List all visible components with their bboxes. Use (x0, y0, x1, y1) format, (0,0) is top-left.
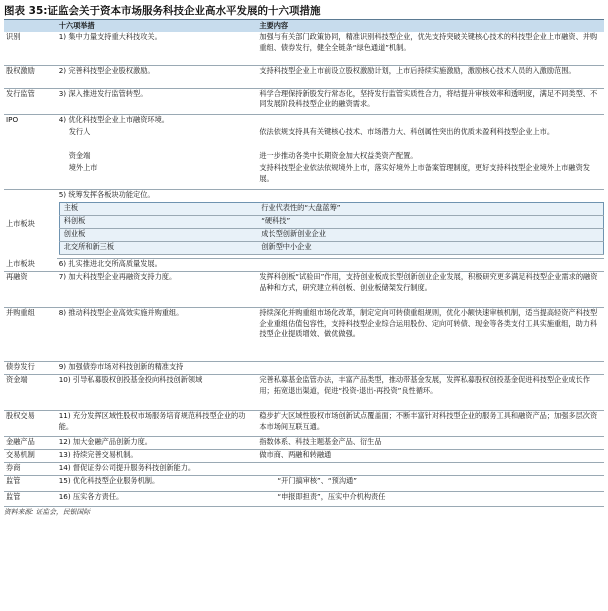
row-content: 支持科技型企业上市前设立股权激励计划，上市后持续实施激励，激励核心技术人员的入激励范围。 (257, 65, 604, 88)
row-content: 指数体系、科技主题基金产品、衍生品 (257, 437, 604, 450)
row-category: 券商 (4, 463, 57, 476)
board-row (59, 216, 603, 229)
row-content: “申报即担责”，压实中介机构责任 (257, 492, 604, 507)
row-measure: 11) 充分发挥区域性股权市场服务培育规范科技型企业的功能。 (57, 411, 258, 437)
row-measure: 16) 压实各方责任。 (57, 492, 258, 507)
row-content: 做市商、两融和转融通 (257, 450, 604, 463)
table-row (4, 114, 604, 127)
board-name: 创业板 (59, 229, 259, 242)
table-row (4, 151, 604, 163)
row-measure: 15) 优化科技型企业服务机制。 (57, 476, 258, 492)
board-positioning-box (59, 202, 604, 255)
table-row (4, 375, 604, 411)
row-measure: 2) 完善科技型企业股权激励。 (57, 65, 258, 88)
row-category: 识别 (4, 32, 57, 65)
row-measure: 8) 推动科技型企业高效实施并购重组。 (57, 308, 258, 362)
row-measure: 3) 深入推进发行监管转型。 (57, 88, 258, 114)
row-category: 债券发行 (4, 362, 57, 375)
table-row (4, 411, 604, 437)
row-measure: 9) 加强债券市场对科技创新的精准支持 (57, 362, 604, 375)
table-row (4, 127, 604, 151)
board-position: 行业代表性的“大盘蓝筹” (259, 203, 603, 216)
row-category: 资金端 (4, 375, 57, 411)
row-content (257, 259, 604, 272)
sub-item: 发行人 (68, 127, 91, 136)
row-category: 上市板块 (6, 218, 35, 228)
table-row (4, 463, 604, 476)
row-category: 交易机制 (4, 450, 57, 463)
board-position: 创新型中小企业 (259, 242, 603, 255)
board-position: “硬科技” (259, 216, 603, 229)
table-row (4, 65, 604, 88)
row-content: 加强与有关部门政策协同，精准识别科技型企业，优先支持突破关键核心技术的科技型企业上市融资、并购重组、债券发行，健全全链条“绿色通道”机制。 (257, 32, 604, 65)
board-row (59, 229, 603, 242)
row-content: 持续深化并购重组市场化改革，制定定向可转债重组规则，优化小额快速审核机制，适当提高轻资产科技型企业重组估值包容性，支持科技型企业综合运用股份、定向可转债、现金等各类支付工具实施重组，助力科技型企业提质增效、做优做强。 (257, 308, 604, 362)
figure-title: 图表 35:证监会关于资本市场服务科技企业高水平发展的十六项措施 (4, 5, 321, 17)
table-row (4, 163, 604, 189)
row-measure: 12) 加大金融产品创新力度。 (57, 437, 258, 450)
table-row (4, 492, 604, 507)
sub-item: 资金端 (68, 151, 91, 160)
board-row (59, 203, 603, 216)
board-name: 科创板 (59, 216, 259, 229)
row-content: 科学合理保持新股发行常态化，坚持发行监管实质性合力，将结提升审核效率和透明度，满足不同类型、不同发展阶段科技型企业的融资需求。 (257, 88, 604, 114)
board-row (59, 242, 603, 255)
row-measure: 13) 持续完善交易机制。 (57, 450, 258, 463)
row-category: 发行监管 (4, 88, 57, 114)
row-category: 金融产品 (4, 437, 57, 450)
table-row (4, 189, 604, 202)
table-row (4, 259, 604, 272)
row-content: 稳步扩大区域性股权市场创新试点覆盖面；不断丰富针对科技型企业的服务工具和融资产品；加强多层次资本市场间互联互通。 (257, 411, 604, 437)
table-row (4, 437, 604, 450)
sub-item: 境外上市 (57, 163, 258, 189)
table-row (4, 476, 604, 492)
board-position: 成长型创新创业企业 (259, 229, 603, 242)
board-name: 主板 (59, 203, 259, 216)
row-content: “开门搞审核”、“预沟通” (257, 476, 604, 492)
table-row (4, 88, 604, 114)
row-measure: 1) 集中力量支持重大科技攻关。 (57, 32, 258, 65)
row-category: 并购重组 (4, 308, 57, 362)
row-measure: 4) 优化科技型企业上市融资环境。 (58, 114, 169, 124)
board-name: 北交所和新三板 (59, 242, 259, 255)
sub-content: 依法依规支持具有关键核心技术、市场潜力大、科创属性突出的优质未盈利科技型企业上市。 (259, 127, 555, 136)
row-measure: 6) 扎实推进北交所高质量发展。 (57, 259, 258, 272)
table-row (4, 272, 604, 308)
row-category: 监管 (4, 476, 57, 492)
header-measures: 十六项举措 (57, 20, 258, 33)
table-row (4, 202, 604, 259)
source-note: 资料来源: 证监会，民银国际 (4, 508, 91, 516)
row-category: 股权交易 (4, 411, 57, 437)
row-content: 发挥科创板“试验田”作用，支持创业板成长型创新创业企业发展，积极研究更多满足科技型企业需求的融资品种和方式，研究建立科创板、创业板储架发行制度。 (257, 272, 604, 308)
table-header (4, 20, 604, 33)
sub-content: 进一步推动各类中长期资金加大权益类资产配置。 (259, 151, 418, 160)
measures-table (4, 19, 604, 507)
row-content: 完善私募基金监管办法，丰富产品类型，推动带基金发展，发挥私募股权创投基金促进科技型企业成长作用；拓宽退出渠道，促进“投资-退出-再投资”良性循环。 (257, 375, 604, 411)
row-category: IPO (4, 114, 57, 189)
row-category: 上市板块 (4, 259, 57, 272)
table-row (4, 362, 604, 375)
row-measure: 10) 引导私募股权创投基金投向科技创新领域 (57, 375, 258, 411)
row-measure: 5) 统筹发挥各板块功能定位。 (58, 189, 155, 199)
header-category (4, 20, 57, 33)
sub-content: 支持科技型企业依法依规境外上市，落实好境外上市备案管理制度，更好支持科技型企业境外上市融资发展。 (257, 163, 604, 189)
row-category: 股权激励 (4, 65, 57, 88)
row-category: 再融资 (4, 272, 57, 308)
row-measure: 7) 加大科技型企业再融资支持力度。 (57, 272, 258, 308)
row-measure: 14) 督促证券公司提升服务科技创新能力。 (57, 463, 604, 476)
table-row (4, 32, 604, 65)
table-row (4, 308, 604, 362)
table-row (4, 450, 604, 463)
row-category: 监管 (4, 492, 57, 507)
header-content: 主要内容 (257, 20, 604, 33)
